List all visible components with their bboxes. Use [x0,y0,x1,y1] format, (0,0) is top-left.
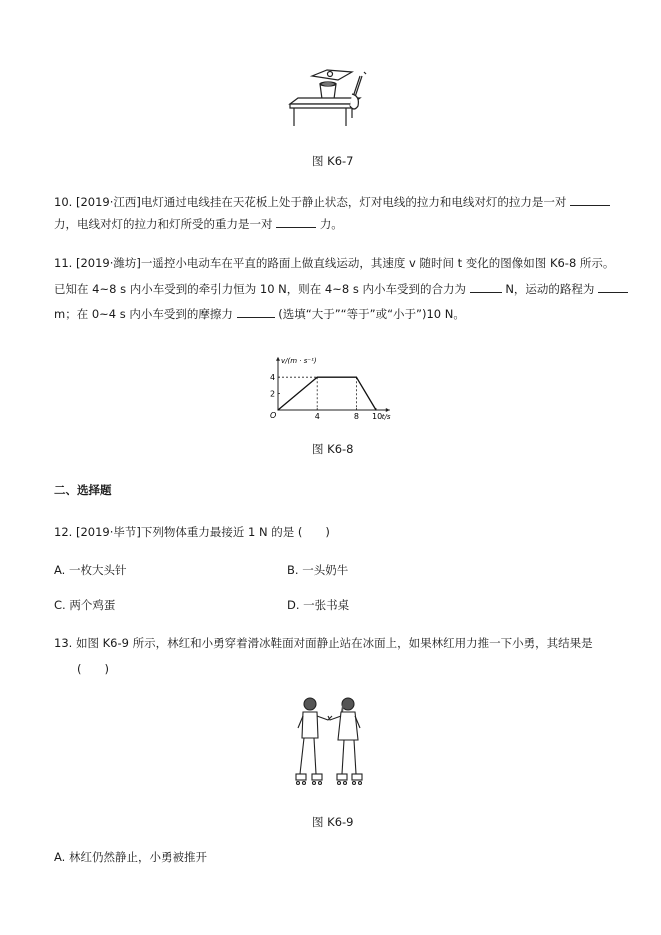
question-text: 力，电线对灯的拉力和灯所受的重力是一对 [54,217,273,231]
question-source: [2019·潍坊] [75,256,141,270]
answer-blank[interactable] [570,194,610,206]
question-13-stem: 13. 如图 K6-9 所示，林红和小勇穿着滑冰鞋面对面静止站在冰面上，如果林红用力推一下小勇，其结果是 [54,636,593,650]
figure-k6-7-illustration [282,66,382,126]
y-axis-label: v/(m · s⁻¹) [281,356,317,365]
question-11-line-1 [54,256,614,270]
answer-paren: ( ) [77,662,109,676]
answer-blank[interactable] [237,306,275,318]
figure-k6-8-chart [256,336,396,420]
question-text: 力。 [319,217,343,231]
origin-label: O [270,411,277,420]
question-text: m；在 0~4 s 内小车受到的摩擦力 [54,307,233,321]
data-point [277,409,278,410]
question-number: 11. [54,256,73,270]
question-source: [2019·江西] [75,195,141,209]
figure-k6-7-caption: 图 K6-7 [312,154,354,168]
y-axis-arrow [276,357,280,361]
question-text: 一遥控小电动车在平直的路面上做直线运动，其速度 v 随时间 t 变化的图像如图 K6-8 所示。 [140,256,615,270]
option-a[interactable]: A. 一枚大头针 [54,563,127,577]
question-11-line-3 [54,306,465,321]
question-11-line-2 [54,281,628,296]
question-text: N，运动的路程为 [505,282,595,296]
question-13-option-a[interactable]: A. 林红仍然静止，小勇被推开 [54,850,207,864]
question-text: 电灯通过电线挂在天花板上处于静止状态，灯对电线的拉力和电线对灯的拉力是一对 [140,195,567,209]
answer-blank[interactable] [598,281,628,293]
y-tick-label: 2 [270,389,276,399]
question-10-line-2 [54,216,343,231]
data-point [317,377,318,378]
x-tick-label: 10 [372,412,383,420]
y-tick-label: 4 [270,373,276,383]
answer-blank[interactable] [276,216,316,228]
figure-k6-9-illustration [290,694,370,790]
question-text: 已知在 4~8 s 内小车受到的牵引力恒为 10 N，则在 4~8 s 内小车受到的合力为 [54,282,466,296]
data-point [356,377,357,378]
option-b[interactable]: B. 一头奶牛 [287,563,349,577]
question-text: 下列物体重力最接近 1 N 的是 ( ) [140,525,330,539]
x-tick-label: 8 [353,412,359,420]
x-tick-label: 4 [314,412,320,420]
question-12-stem [54,525,330,539]
question-number: 10. [54,195,73,209]
x-axis-label: t/s [381,413,391,420]
section-title: 二、选择题 [54,483,112,497]
series-line [278,377,376,410]
x-axis-arrow [386,408,390,412]
option-c[interactable]: C. 两个鸡蛋 [54,598,116,612]
figure-k6-8-caption: 图 K6-8 [312,442,354,456]
question-source: [2019·毕节] [75,525,141,539]
answer-blank[interactable] [470,281,502,293]
question-10-line-1 [54,194,610,209]
question-text: (选填“大于”“等于”或“小于”)10 N。 [278,307,465,321]
option-d[interactable]: D. 一张书桌 [287,598,350,612]
figure-k6-9-caption: 图 K6-9 [312,815,354,829]
question-number: 12. [54,525,73,539]
data-point [375,409,376,410]
